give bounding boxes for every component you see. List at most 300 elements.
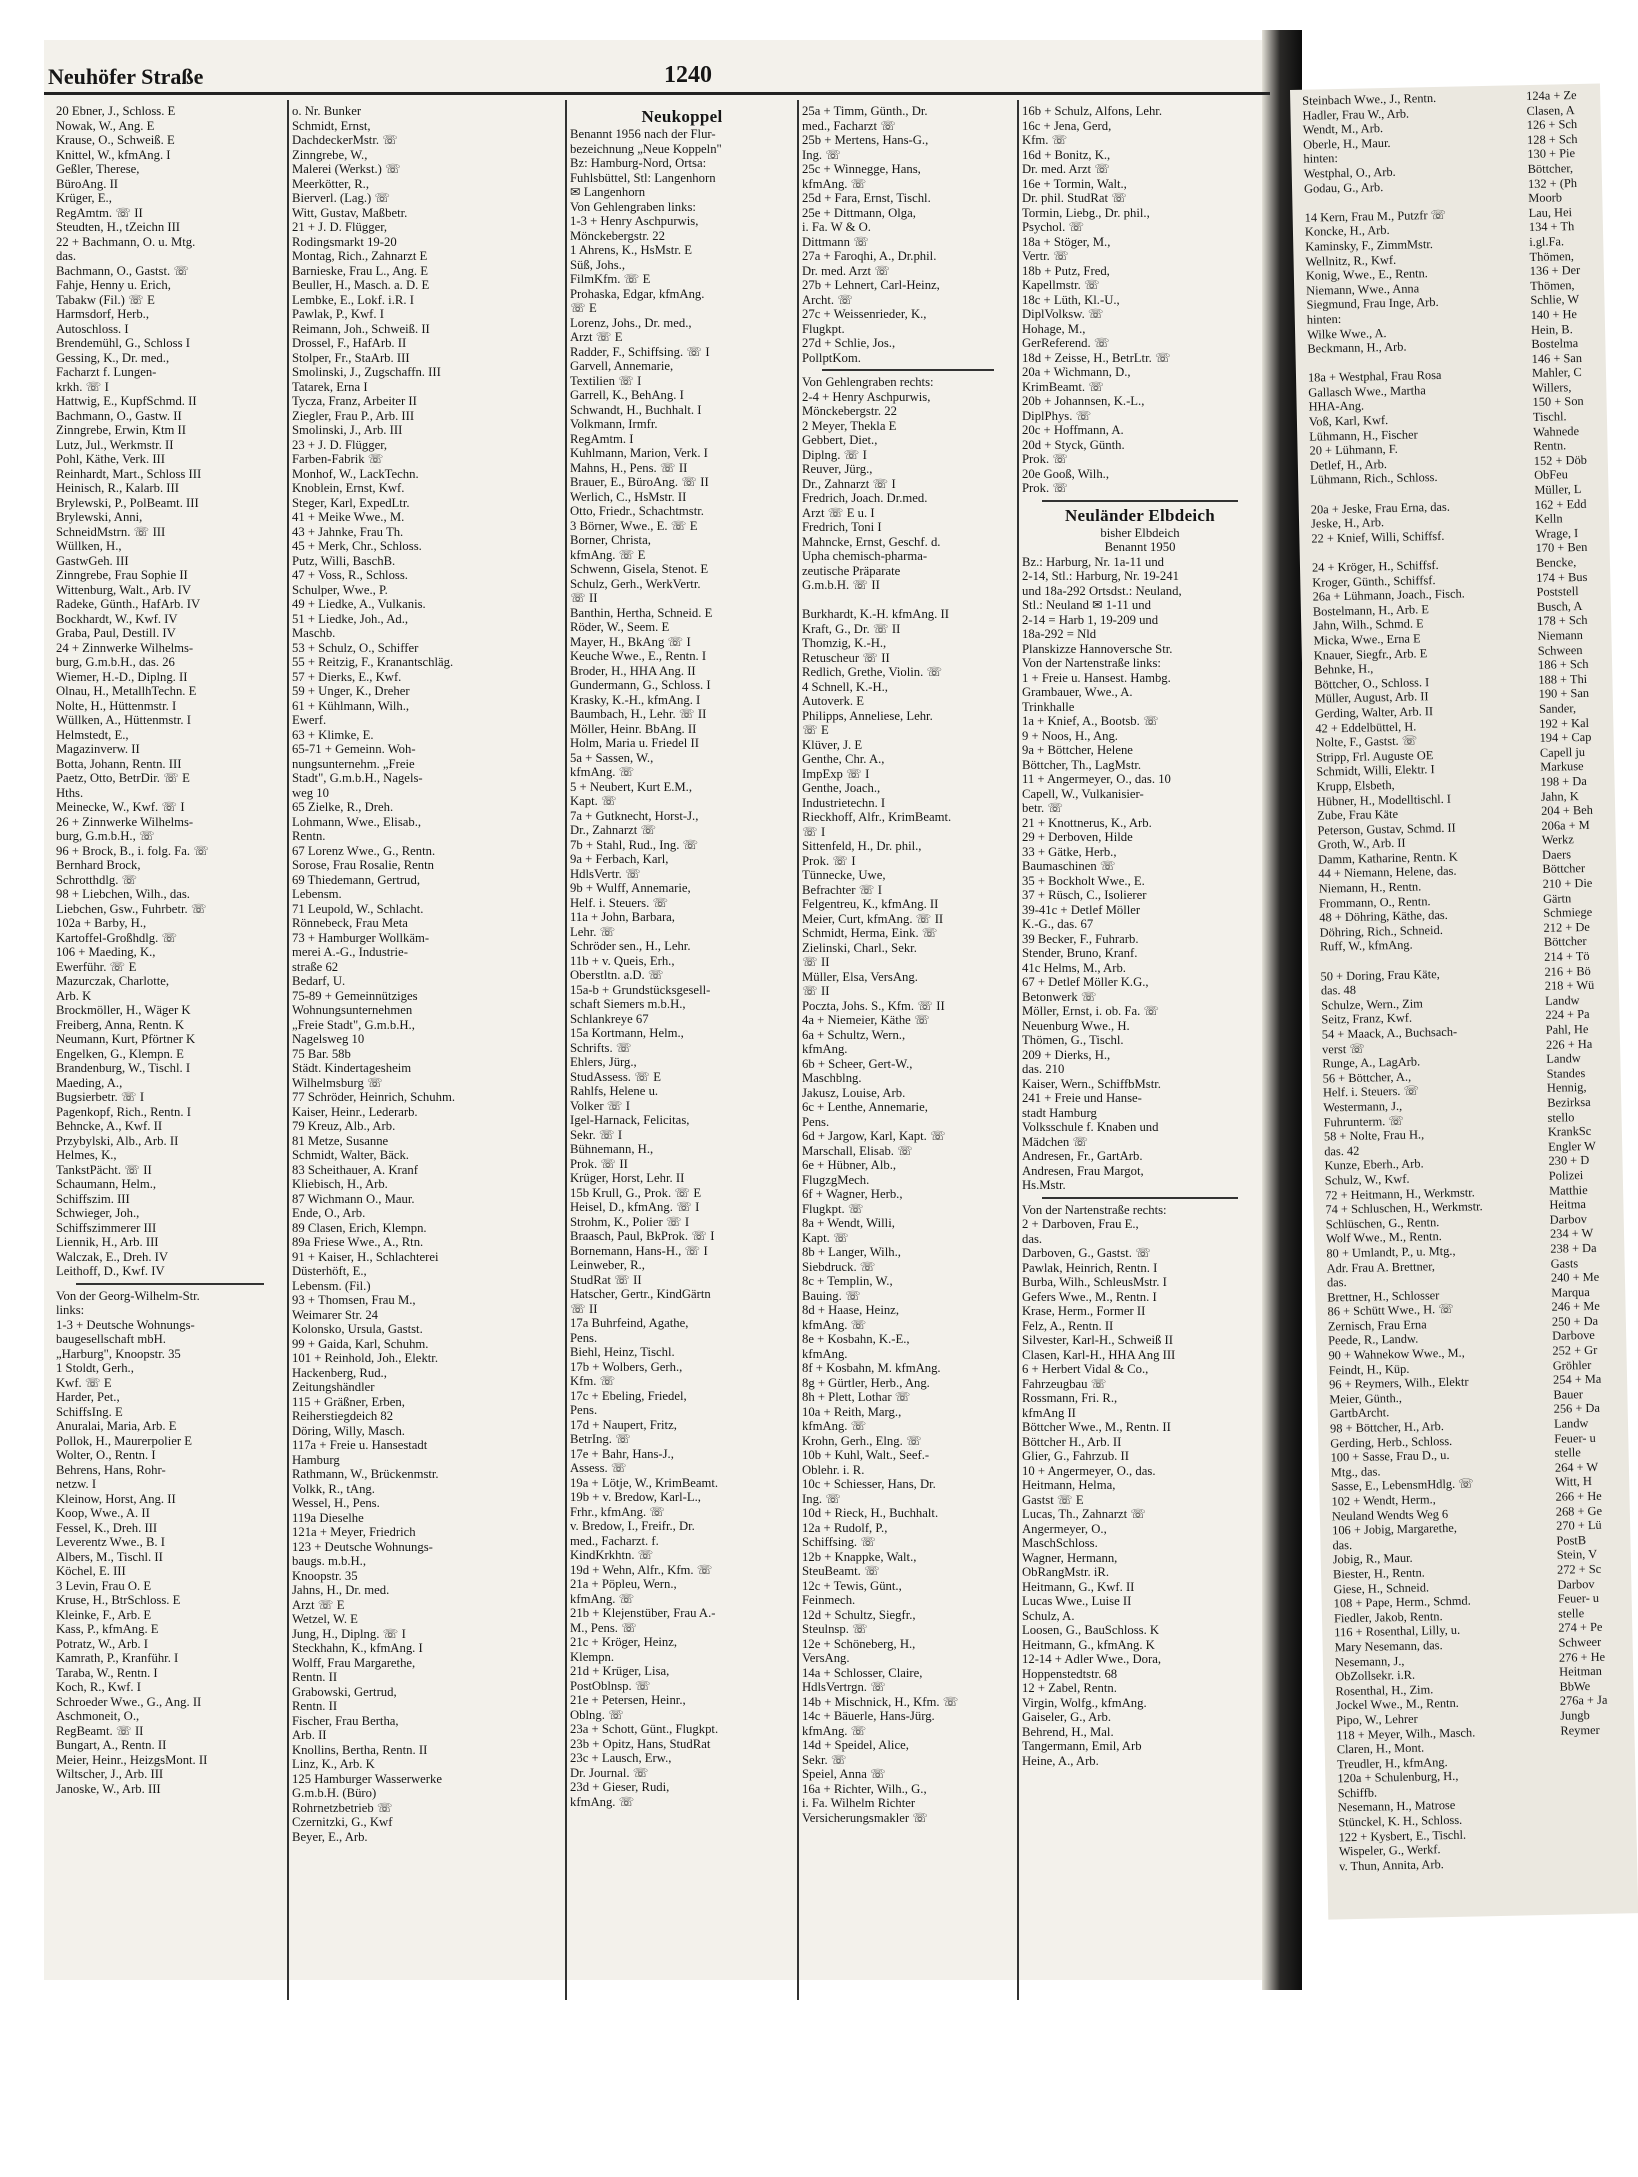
directory-entry: RegAmtm. ☏ II [56,205,143,220]
directory-entry: Felz, A., Rentn. II [1022,1318,1114,1333]
directory-entry: Garrell, K., BehAng. I [570,388,684,402]
directory-entry: Ende, O., Arb. [292,1206,366,1220]
separator-rule [1042,500,1238,502]
directory-entry: 24 + Zinnwerke Wilhelms- [56,640,194,655]
directory-entry: 20 + Lühmann, F. [1309,442,1398,458]
directory-column-4 [802,104,1014,1974]
directory-entry: Benannt 1956 nach der Flur- [570,127,716,141]
directory-entry: Reinhardt, Mart., Schloss III [56,466,202,481]
directory-entry: Zube, Frau Käte [1317,806,1399,823]
directory-entry: 33 + Gätke, Herb., [1022,844,1117,859]
directory-entry: 15a-b + Grundstücksgesell- [570,982,711,997]
directory-entry: Schmiege [1543,905,1593,921]
directory-entry: 120a + Schulenburg, H., [1337,1769,1459,1786]
directory-entry: ☏ E [802,723,829,737]
directory-entry: Graba, Paul, Destill. IV [56,626,176,640]
directory-entry: 192 + Kal [1539,715,1590,731]
directory-entry: das. 42 [1324,1143,1360,1159]
directory-entry: Darbov [1557,1576,1595,1592]
directory-entry: Feindt, H., Küp. [1328,1361,1410,1378]
directory-entry: 10b + Kuhl, Walt., Seef.- [802,1448,930,1462]
directory-entry: G.m.b.H. (Büro) [292,1786,377,1800]
directory-entry: 240 + Me [1550,1269,1600,1285]
directory-entry: Heitmann, Helma, [1022,1478,1116,1492]
directory-entry: Harmsdorf, Herb., [56,307,150,321]
directory-entry: Rentn. [1533,438,1567,454]
directory-entry: Bachmann, O., Gastw. II [56,408,182,423]
directory-entry: GartbArcht. [1329,1405,1390,1421]
directory-entry: 124a + Ze [1526,88,1577,104]
directory-entry: Lühmann, Rich., Schloss. [1310,470,1438,488]
directory-entry: 51 + Liedke, Joh., Ad., [292,611,409,626]
directory-entry: Schröder sen., H., Lehr. [570,939,691,953]
directory-entry: 6e + Hübner, Alb., [802,1158,897,1172]
directory-entry: ObZollsekr. i.R. [1335,1667,1416,1684]
directory-entry: Volksschule f. Knaben und [1022,1120,1159,1134]
directory-entry: Müller, Elsa, VersAng. [802,969,918,984]
directory-entry: Jahn, K [1540,788,1579,804]
directory-entry: 119a Dieselhe [292,1510,364,1525]
directory-entry: Von der Nartenstraße links: [1022,656,1161,670]
directory-entry: Kaiser, Wern., SchiffbMstr. [1022,1076,1161,1091]
directory-entry: med., Facharzt ☏ [802,118,897,133]
directory-entry: Rathmann, W., Brückenmstr. [292,1467,439,1481]
directory-entry: Braasch, Paul, BkProk. ☏ I [570,1229,715,1243]
directory-entry: Bezirksa [1547,1094,1591,1110]
directory-entry: Lutz, Jul., Werkmstr. II [56,437,174,452]
directory-entry: Helf. i. Steuers. ☏ [1322,1083,1420,1100]
directory-entry: Dr. med. Arzt ☏ [802,263,891,278]
directory-entry: Kfm. ☏ [1022,133,1068,147]
directory-entry: 9 + Noos, H., Ang. [1022,728,1118,743]
directory-entry: Witt, Gustav, Maßbetr. [292,205,408,220]
directory-entry: Müller, L [1534,482,1582,497]
directory-entry: 210 + Die [1542,875,1593,891]
directory-entry: Radder, F., Schiffsing. ☏ I [570,344,710,359]
directory-entry: 7b + Stahl, Rud., Ing. ☏ [570,837,699,852]
directory-entry: Smolinski, J., Arb. III [292,423,403,437]
directory-entry: Niemann [1537,627,1584,643]
directory-entry: Gundermann, G., Schloss. I [570,678,711,692]
directory-entry: 102 + Wendt, Herm., [1331,1492,1436,1509]
directory-entry: Böttcher [1543,934,1587,950]
directory-entry: 216 + Bö [1544,963,1591,979]
directory-entry: Landw [1544,992,1580,1008]
directory-entry: 25c + Winnegge, Hans, [802,162,921,176]
directory-entry: Kroger, Günth., Schiffsf. [1312,572,1436,590]
directory-entry: 117a + Freie u. Hansestadt [292,1438,428,1452]
directory-entry: 18c + Lüth, Kl.-U., [1022,292,1120,307]
directory-entry: 61 + Kühlmann, Wilh., [292,698,410,713]
directory-entry: Jakusz, Louise, Arb. [802,1085,906,1100]
directory-entry: Beyer, E., Arb. [292,1829,368,1844]
directory-entry: Pens. [802,1114,830,1129]
directory-entry: Angermeyer, O., [1022,1521,1107,1536]
directory-entry: das. [1332,1537,1353,1553]
directory-entry: Leithoff, D., Kwf. IV [56,1264,165,1278]
directory-entry: Marqua [1551,1284,1590,1300]
directory-entry: Schiffszimmerer III [56,1220,157,1235]
directory-entry: Upha chemisch-pharma- [802,549,928,563]
directory-entry: 204 + Beh [1541,802,1594,818]
directory-entry: Tabakw (Fil.) ☏ E [56,292,155,307]
directory-entry: Wispeler, G., Werkf. [1338,1842,1441,1859]
directory-entry: Knoblein, Ernst, Kwf. [292,481,405,495]
directory-entry: Anuralai, Maria, Arb. E [56,1419,177,1433]
directory-entry: Walczak, E., Dreh. IV [56,1249,169,1264]
directory-entry: 8d + Haase, Heinz, [802,1303,899,1317]
directory-entry: Psychol. ☏ [1022,220,1085,234]
directory-entry: Lohmann, Wwe., Elisab., [292,814,422,829]
directory-entry: Jockel Wwe., M., Rentn. [1335,1696,1459,1713]
directory-entry: Voß, Karl, Kwf. [1308,413,1389,429]
directory-entry: Reuver, Jürg., [802,462,873,476]
directory-entry: Wendt, M., Arb. [1302,121,1384,137]
directory-entry: Schulze, Wern., Zim [1321,996,1423,1013]
directory-entry: 57 + Dierks, E., Kwf. [292,669,402,684]
directory-entry: 50 + Doring, Frau Käte, [1320,966,1440,984]
directory-entry: Westermann, J., [1323,1098,1403,1115]
directory-entry: Mazurczak, Charlotte, [56,974,170,988]
directory-entry: Wohnungsunternehmen [292,1003,413,1017]
directory-entry: 14a + Schlosser, Claire, [802,1665,923,1680]
directory-entry: 56 + Böttcher, A., [1322,1069,1412,1086]
directory-entry: 106 + Jobig, Margarethe, [1332,1521,1458,1538]
directory-entry: 16c + Jena, Gerd, [1022,118,1112,133]
directory-entry: Prok. ☏ II [570,1156,628,1171]
directory-entry: 8b + Langer, Wilh., [802,1245,901,1259]
directory-entry [802,593,1014,608]
directory-column-1 [56,104,284,1974]
directory-entry: Heitmann, G., Kwf. II [1022,1579,1135,1594]
directory-entry: 4 Schnell, K.-H., [802,679,888,694]
directory-entry: kfmAng. ☏ [802,1317,867,1332]
directory-entry: Behnke, H., [1314,661,1374,677]
directory-entry: 43 + Jahnke, Frau Th. [292,524,404,539]
directory-entry: kfmAng II [1022,1405,1076,1420]
directory-entry: Grabowski, Gertrud, [292,1684,397,1699]
directory-entry: Kaiser, Heinr., Lederarb. [292,1104,418,1119]
column-divider [1017,100,1019,2000]
directory-entry: Ewerführ. ☏ E [56,959,137,974]
directory-column-5 [1022,104,1258,1974]
directory-entry: baugesellschaft mbH. [56,1332,166,1346]
directory-entry: Olnau, H., MetallhTechn. E [56,684,197,698]
directory-entry: Steudten, H., tZeichn III [56,220,181,234]
page-number: 1240 [664,62,712,88]
directory-entry: 6a + Schultz, Wern., [802,1027,906,1042]
directory-column-2 [292,104,562,1974]
directory-entry: Pahl, He [1545,1021,1589,1037]
directory-entry: 21d + Krüger, Lisa, [570,1664,670,1678]
directory-entry: Wiemer, H.-D., Diplng. II [56,669,188,684]
directory-entry: Knauer, Siegfr., Arb. E [1313,645,1428,663]
directory-entry: Siebdruck. ☏ [802,1259,876,1274]
directory-entry: Feinmech. [802,1593,856,1607]
directory-entry: 266 + He [1555,1488,1602,1504]
directory-entry: Heitmann, G., kfmAng. K [1022,1637,1155,1652]
directory-entry: 190 + San [1538,686,1590,702]
directory-entry: Willers, [1532,380,1572,395]
directory-entry: Müller, August, Arb. II [1314,689,1429,706]
directory-entry: Pollok, H., Maurerpolier E [56,1433,193,1448]
directory-entry: Schulz, A. [1022,1608,1075,1623]
directory-entry: Kapellmstr. ☏ [1022,278,1100,292]
directory-entry: ☏ I [802,824,826,839]
directory-entry: Schiffsing. ☏ [802,1535,877,1549]
directory-entry: Klempn. [570,1649,615,1664]
directory-entry: 10a + Reith, Marg., [802,1404,902,1419]
directory-entry: 71 Leupold, W., Schlacht. [292,901,424,916]
directory-entry: Bostelmann, H., Arb. E [1312,601,1430,619]
directory-entry: Wüllken, A., Hüttenmstr. I [56,713,191,727]
directory-entry: ObFeu [1533,467,1568,483]
directory-entry: Clasen, A [1526,102,1575,118]
directory-entry: 194 + Cap [1539,729,1592,746]
directory-entry: 122 + Kysbert, E., Tischl. [1338,1827,1467,1845]
directory-entry: Brettner, H., Schlosser [1327,1287,1440,1305]
directory-entry: Schulz, Gerh., WerkVertr. [570,576,701,591]
directory-entry: 238 + Da [1550,1240,1597,1256]
directory-entry: kfmAng. ☏ [802,1723,867,1738]
directory-entry: 96 + Brock, B., i. folg. Fa. ☏ [56,843,210,858]
directory-entry: Feuer- u [1554,1430,1596,1446]
directory-entry: 20a + Wichmann, D., [1022,365,1131,379]
directory-entry: Magazinverw. II [56,742,140,756]
directory-entry: 136 + Der [1529,263,1581,279]
directory-entry: 11a + John, Barbara, [570,910,675,924]
directory-entry: PollptKom. [802,350,861,365]
directory-entry: 18a + Westphal, Frau Rosa [1307,368,1442,385]
directory-entry: Arb. K [56,988,92,1003]
directory-entry: 276a + Ja [1559,1693,1608,1709]
directory-entry: 8f + Kosbahn, M. kfmAng. [802,1361,941,1375]
directory-entry: Tormin, Liebg., Dr. phil., [1022,205,1150,220]
directory-entry: Konig, Wwe., E., Rentn. [1305,266,1428,283]
directory-entry: Neumann, Kurt, Pförtner K [56,1032,196,1046]
directory-entry: Döring, Willy, Masch. [292,1423,405,1438]
directory-entry: Baumbach, H., Lehr. ☏ II [570,707,707,721]
page-header [44,60,1270,92]
directory-entry: Fredrich, Joach. Dr.med. [802,491,928,505]
directory-entry: hinten: [1303,151,1339,167]
running-head-street: Neuhöfer Straße [48,64,204,89]
directory-entry: i. Fa. Wilhelm Richter [802,1796,916,1810]
directory-entry: Gerding, Herb., Schloss. [1330,1433,1453,1451]
directory-entry: 1 Stoldt, Gerh., [56,1361,134,1375]
directory-entry: HdlsVertrgn. ☏ [802,1680,886,1694]
directory-entry: Burba, Wilh., SchleusMstr. I [1022,1275,1167,1289]
directory-entry: Bugsierbetr. ☏ I [56,1090,145,1104]
directory-entry: 12 + Zabel, Rentn. [1022,1681,1117,1695]
directory-entry: Sittenfeld, H., Dr. phil., [802,839,922,853]
directory-entry: Schwenn, Gisela, Stenot. E [570,562,709,576]
directory-entry: i. Fa. W & O. [802,220,871,234]
directory-entry: 224 + Pa [1545,1007,1590,1023]
directory-entry: Reimann, Joh., Schweiß. II [292,321,430,336]
directory-entry: Capell, W., Vulkanisier- [1022,786,1144,801]
directory-entry: 2-14 = Harb 1, 19-209 und [1022,612,1159,627]
directory-entry: Planskizze Hannoversche Str. [1022,641,1173,656]
directory-entry: 126 + Sch [1526,117,1578,133]
directory-entry: stadt Hamburg [1022,1105,1097,1120]
street-heading: Neukoppel [641,107,723,126]
directory-entry: Runge, A., LagArb. [1322,1054,1421,1071]
directory-entry: 186 + Sch [1537,657,1589,673]
directory-entry: Darboven, G., Gastst. ☏ [1022,1246,1151,1260]
directory-entry: Marschall, Elisab. ☏ [802,1143,913,1158]
directory-entry: Autoverk. E [802,694,865,708]
directory-entry: Giese, H., Schneid. [1333,1579,1430,1596]
directory-entry: Stl.: Neuland ✉ 1-11 und [1022,598,1151,612]
directory-entry: Städt. Kindertagesheim [292,1061,412,1075]
directory-entry: Virgin, Wolfg., kfmAng. [1022,1695,1147,1710]
directory-entry: Bungart, A., Rentn. II [56,1738,167,1752]
directory-entry: 25e + Dittmann, Olga, [802,205,916,220]
directory-entry: 67 + Detlef Möller K.G., [1022,975,1149,989]
directory-entry: 152 + Döb [1533,452,1588,468]
directory-entry: 59 + Unger, K., Dreher [292,684,410,698]
directory-entry: Jobig, R., Maur. [1332,1551,1413,1567]
directory-entry: 22 + Knief, Willi, Schiffsf. [1311,528,1445,546]
directory-entry: Thomzig, K.-H., [802,636,887,650]
directory-entry: das. [56,249,77,263]
directory-entry: kfmAng. ☏ [570,765,635,779]
directory-entry: Volker ☏ I [570,1098,631,1113]
directory-entry: 134 + Th [1528,219,1575,235]
directory-entry: 6c + Lenthe, Annemarie, [802,1100,928,1114]
directory-entry: Lucas Wwe., Luise II [1022,1594,1132,1608]
directory-entry: Paetz, Otto, BetrDir. ☏ E [56,771,190,785]
directory-entry: Süß, Johs., [570,257,625,272]
directory-entry: 250 + Da [1551,1313,1599,1329]
directory-entry: Brauer, E., BüroAng. ☏ II [570,475,709,489]
directory-entry: Seitz, Franz, Kwf. [1321,1011,1413,1027]
directory-entry: 25b + Mertens, Hans-G., [802,133,929,147]
directory-entry: 118 + Meyer, Wilh., Masch. [1336,1724,1476,1742]
directory-entry: 3 Börner, Wwe., E. ☏ E [570,518,698,533]
directory-entry: Potratz, W., Arb. I [56,1636,148,1651]
directory-entry: Fahje, Henny u. Erich, [56,278,171,292]
directory-entry: Wüllken, H., [56,539,122,553]
directory-entry: Mönckebergstr. 22 [570,228,665,243]
directory-entry: Monhof, W., LackTechn. [292,466,419,481]
directory-entry: Frommann, O., Rentn. [1318,893,1431,911]
directory-entry: 83 Scheithauer, A. Kranf [292,1162,418,1177]
directory-entry: Von Gehlengraben links: [570,199,696,214]
directory-entry: 226 + Ha [1545,1036,1593,1052]
directory-entry: Hattwig, E., KupfSchmd. II [56,394,197,408]
directory-entry: 45 + Merk, Chr., Schloss. [292,539,422,553]
directory-entry: Heitma [1549,1197,1587,1212]
directory-entry: Standes [1546,1065,1586,1081]
directory-entry: 241 + Freie und Hanse- [1022,1091,1142,1105]
directory-entry: 2 Meyer, Thekla E [802,418,897,433]
directory-entry: das. [1022,1231,1043,1246]
directory-entry: Krase, Herm., Former II [1022,1304,1146,1318]
directory-entry: Bostelma [1531,336,1579,352]
directory-entry: Oberstltn. a.D. ☏ [570,968,664,982]
directory-entry: Gärtn [1542,890,1572,906]
right-page-column-a [1302,89,1550,1913]
directory-entry: Befrachter ☏ I [802,882,882,897]
directory-entry: Moorb [1528,190,1563,206]
directory-entry: Kuhlmann, Marion, Verk. I [570,446,708,460]
directory-entry: Thömen, [1529,248,1575,264]
directory-entry: 6d + Jargow, Karl, Kapt. ☏ [802,1129,946,1143]
directory-entry: Janoske, W., Arb. III [56,1781,161,1796]
directory-entry: Botta, Johann, Rentn. III [56,756,182,771]
directory-entry: MaschSchloss. [1022,1536,1098,1550]
directory-entry: 42 + Eddelbüttel, H. [1315,719,1417,736]
directory-entry: 10d + Rieck, H., Buchhalt. [802,1506,939,1520]
directory-entry: 27a + Faroqhi, A., Dr.phil. [802,249,937,263]
directory-entry: 49 + Liedke, A., Vulkanis. [292,597,426,611]
directory-entry: Meerkötter, R., [292,176,370,191]
directory-entry: Textilien ☏ I [570,373,642,388]
directory-entry: Siegmund, Frau Inge, Arb. [1306,295,1439,313]
directory-entry: Kolonsko, Ursula, Gastst. [292,1322,423,1336]
column-divider [797,100,799,2000]
directory-entry: Bz: Hamburg-Nord, Ortsa: [570,156,707,170]
directory-entry: Genthe, Chr. A., [802,752,885,766]
directory-entry: burg, G.m.b.H., ☏ [56,829,155,843]
directory-entry: Böttcher H., Arb. II [1022,1434,1122,1449]
directory-entry: Gasts [1550,1255,1579,1271]
directory-entry: Krupp, Elsbeth, [1316,777,1395,794]
directory-entry: 1 Ahrens, K., HsMstr. E [570,243,692,257]
directory-entry: 23b + Opitz, Hans, StudRat [570,1736,711,1751]
directory-entry: Lorenz, Johs., Dr. med., [570,315,692,330]
directory-entry: 10c + Schiesser, Hans, Dr. [802,1477,936,1491]
directory-entry: Nesemann, J., [1334,1653,1405,1669]
directory-entry: Möller, Heinr. BbAng. II [570,721,697,736]
directory-entry: 100 + Sasse, Frau D., u. [1330,1448,1450,1465]
directory-entry: Loosen, G., BauSchloss. K [1022,1623,1160,1637]
directory-entry: Poststell [1536,584,1579,600]
directory-entry: krkh. ☏ I [56,379,109,394]
directory-entry: ☏ II [570,591,598,605]
directory-entry: Klüver, J. E [802,737,863,752]
directory-entry: Philipps, Anneliese, Lehr. [802,708,933,723]
separator-rule [1042,1197,1238,1199]
directory-entry: 12a + Rudolf, P., [802,1520,888,1535]
directory-entry: schaft Siemers m.b.H., [570,997,686,1011]
directory-entry: 69 Thiedemann, Gertrud, [292,872,421,887]
directory-entry: Wetzel, W. E [292,1612,358,1626]
directory-entry: 10 + Angermeyer, O., das. [1022,1463,1156,1478]
directory-entry: Böttcher Wwe., M., Rentn. II [1022,1420,1171,1434]
directory-entry: Wessel, H., Pens. [292,1496,380,1510]
directory-entry: ☏ II [570,1301,598,1316]
directory-entry: 75-89 + Gemeinnütziges [292,988,418,1003]
directory-entry: 230 + D [1548,1153,1590,1169]
directory-entry: 21c + Kröger, Heinz, [570,1635,678,1649]
directory-entry: Stünckel, K. H., Schloss. [1338,1812,1463,1830]
directory-entry: 12e + Schöneberg, H., [802,1636,916,1651]
directory-entry: Wahnede [1533,423,1580,439]
directory-entry: Pagenkopf, Rich., Rentn. I [56,1104,191,1119]
directory-entry: 276 + He [1558,1649,1606,1665]
directory-entry: verst ☏ [1321,1041,1365,1057]
directory-entry: nungsunternehm. „Freie [292,756,415,771]
directory-entry: Arb. II [292,1728,327,1742]
directory-entry: das. 210 [1022,1062,1065,1076]
directory-entry: Liebchen, Gsw., Fuhrbetr. ☏ [56,901,207,916]
directory-entry: Flugkpt. ☏ [802,1201,864,1216]
directory-entry: Meier, Curt, kfmAng. ☏ II [802,911,944,926]
directory-entry: Kleinke, F., Arb. E [56,1607,152,1622]
